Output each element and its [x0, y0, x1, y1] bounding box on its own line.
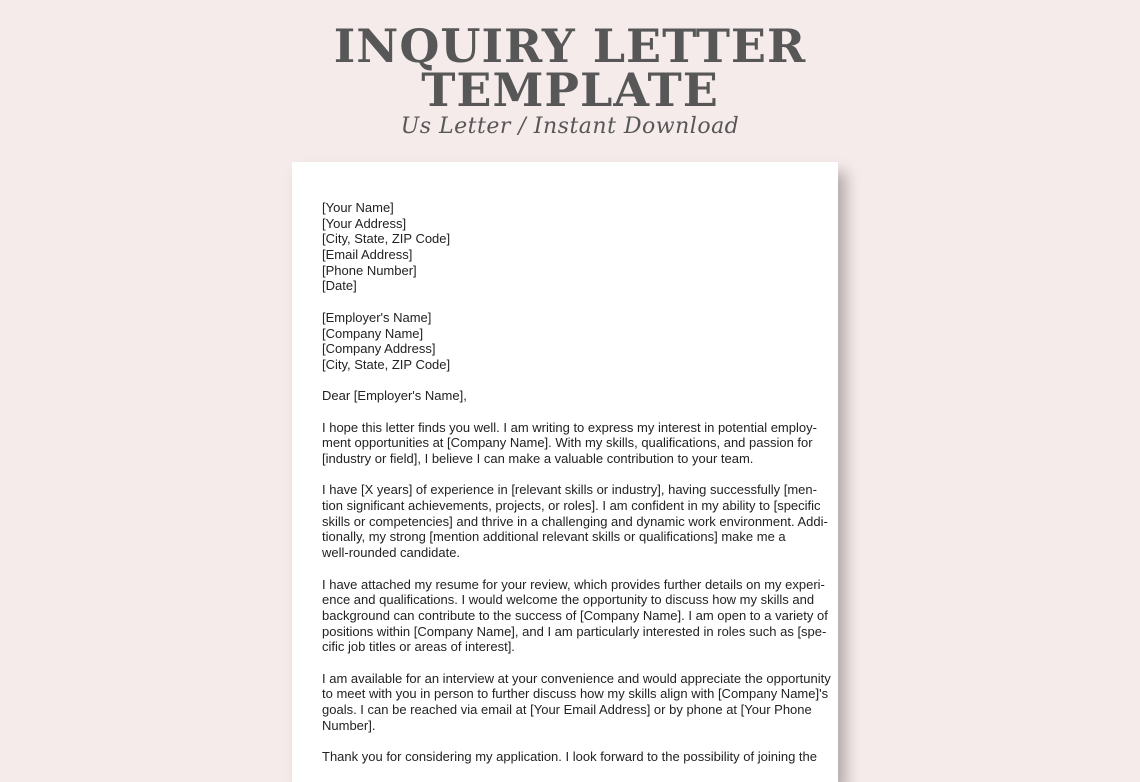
letter-body	[322, 200, 831, 765]
paragraph-2	[322, 482, 828, 561]
sender-address: [Your Address]	[322, 215, 407, 231]
paragraph-1	[322, 419, 817, 467]
paragraph-line: background can contribute to the success of [Company Name]. I am open to a variety of	[322, 607, 828, 623]
paragraph-line: tion significant achievements, projects, or roles]. I am confident in my ability to [specific	[322, 498, 821, 514]
paragraph-line: ment opportunities at [Company Name]. With my skills, qualifications, and passion for	[322, 435, 813, 451]
sender-block	[322, 200, 814, 294]
recipient-city: [City, State, ZIP Code]	[322, 356, 451, 372]
recipient-company: [Company Name]	[322, 325, 424, 341]
paragraph-3	[322, 576, 828, 655]
page-title-line-1: INQUIRY LETTER	[333, 19, 807, 73]
recipient-block	[322, 310, 814, 373]
paragraph-4	[322, 670, 831, 734]
paragraph-line: well-rounded candidate.	[322, 545, 461, 561]
sender-email: [Email Address]	[322, 247, 413, 263]
paragraph-line: I hope this letter finds you well. I am writing to express my interest in potential employ-	[322, 419, 817, 435]
paragraph-line: positions within [Company Name], and I am particularly interested in roles such as [spe-	[322, 623, 827, 639]
paragraph-line: I have [X years] of experience in [relevant skills or industry], having successfully [men-	[322, 482, 817, 498]
paragraph-line: Thank you for considering my application. I look forward to the possibility of joining the	[322, 749, 817, 765]
paragraph-line: skills or competencies] and thrive in a challenging and dynamic work environment. Addi-	[322, 513, 828, 529]
recipient-name: [Employer's Name]	[322, 309, 432, 325]
paragraph-line: [industry or field], I believe I can make a valuable contribution to your team.	[322, 451, 754, 466]
paragraph-line: I have attached my resume for your review, which provides further details on my experi-	[322, 576, 825, 592]
page-subtitle: Us Letter / Instant Download	[400, 114, 740, 139]
page-title-line-2: TEMPLATE	[421, 63, 719, 117]
paragraph-line: Number].	[322, 717, 376, 733]
paragraph-line: I am available for an interview at your convenience and would appreciate the opportunity	[322, 670, 831, 686]
letter-page	[292, 162, 838, 782]
salutation: Dear [Employer's Name],	[322, 388, 467, 404]
paragraph-line: ence and qualifications. I would welcome the opportunity to discuss how my skills and	[322, 592, 815, 608]
sender-date: [Date]	[322, 278, 357, 294]
sender-phone: [Phone Number]	[322, 262, 417, 278]
paragraph-line: tionally, my strong [mention additional relevant skills or qualifications] make me a	[322, 529, 786, 545]
sender-name: [Your Name]	[322, 200, 394, 215]
recipient-address: [Company Address]	[322, 341, 436, 357]
sender-city: [City, State, ZIP Code]	[322, 231, 451, 247]
paragraph-5	[322, 749, 817, 765]
paragraph-line: goals. I can be reached via email at [Your Email Address] or by phone at [Your Phone	[322, 702, 812, 717]
paragraph-line: to meet with you in person to further discuss how my skills align with [Company Name]'s	[322, 686, 829, 702]
paragraph-line: cific job titles or areas of interest].	[322, 639, 515, 655]
